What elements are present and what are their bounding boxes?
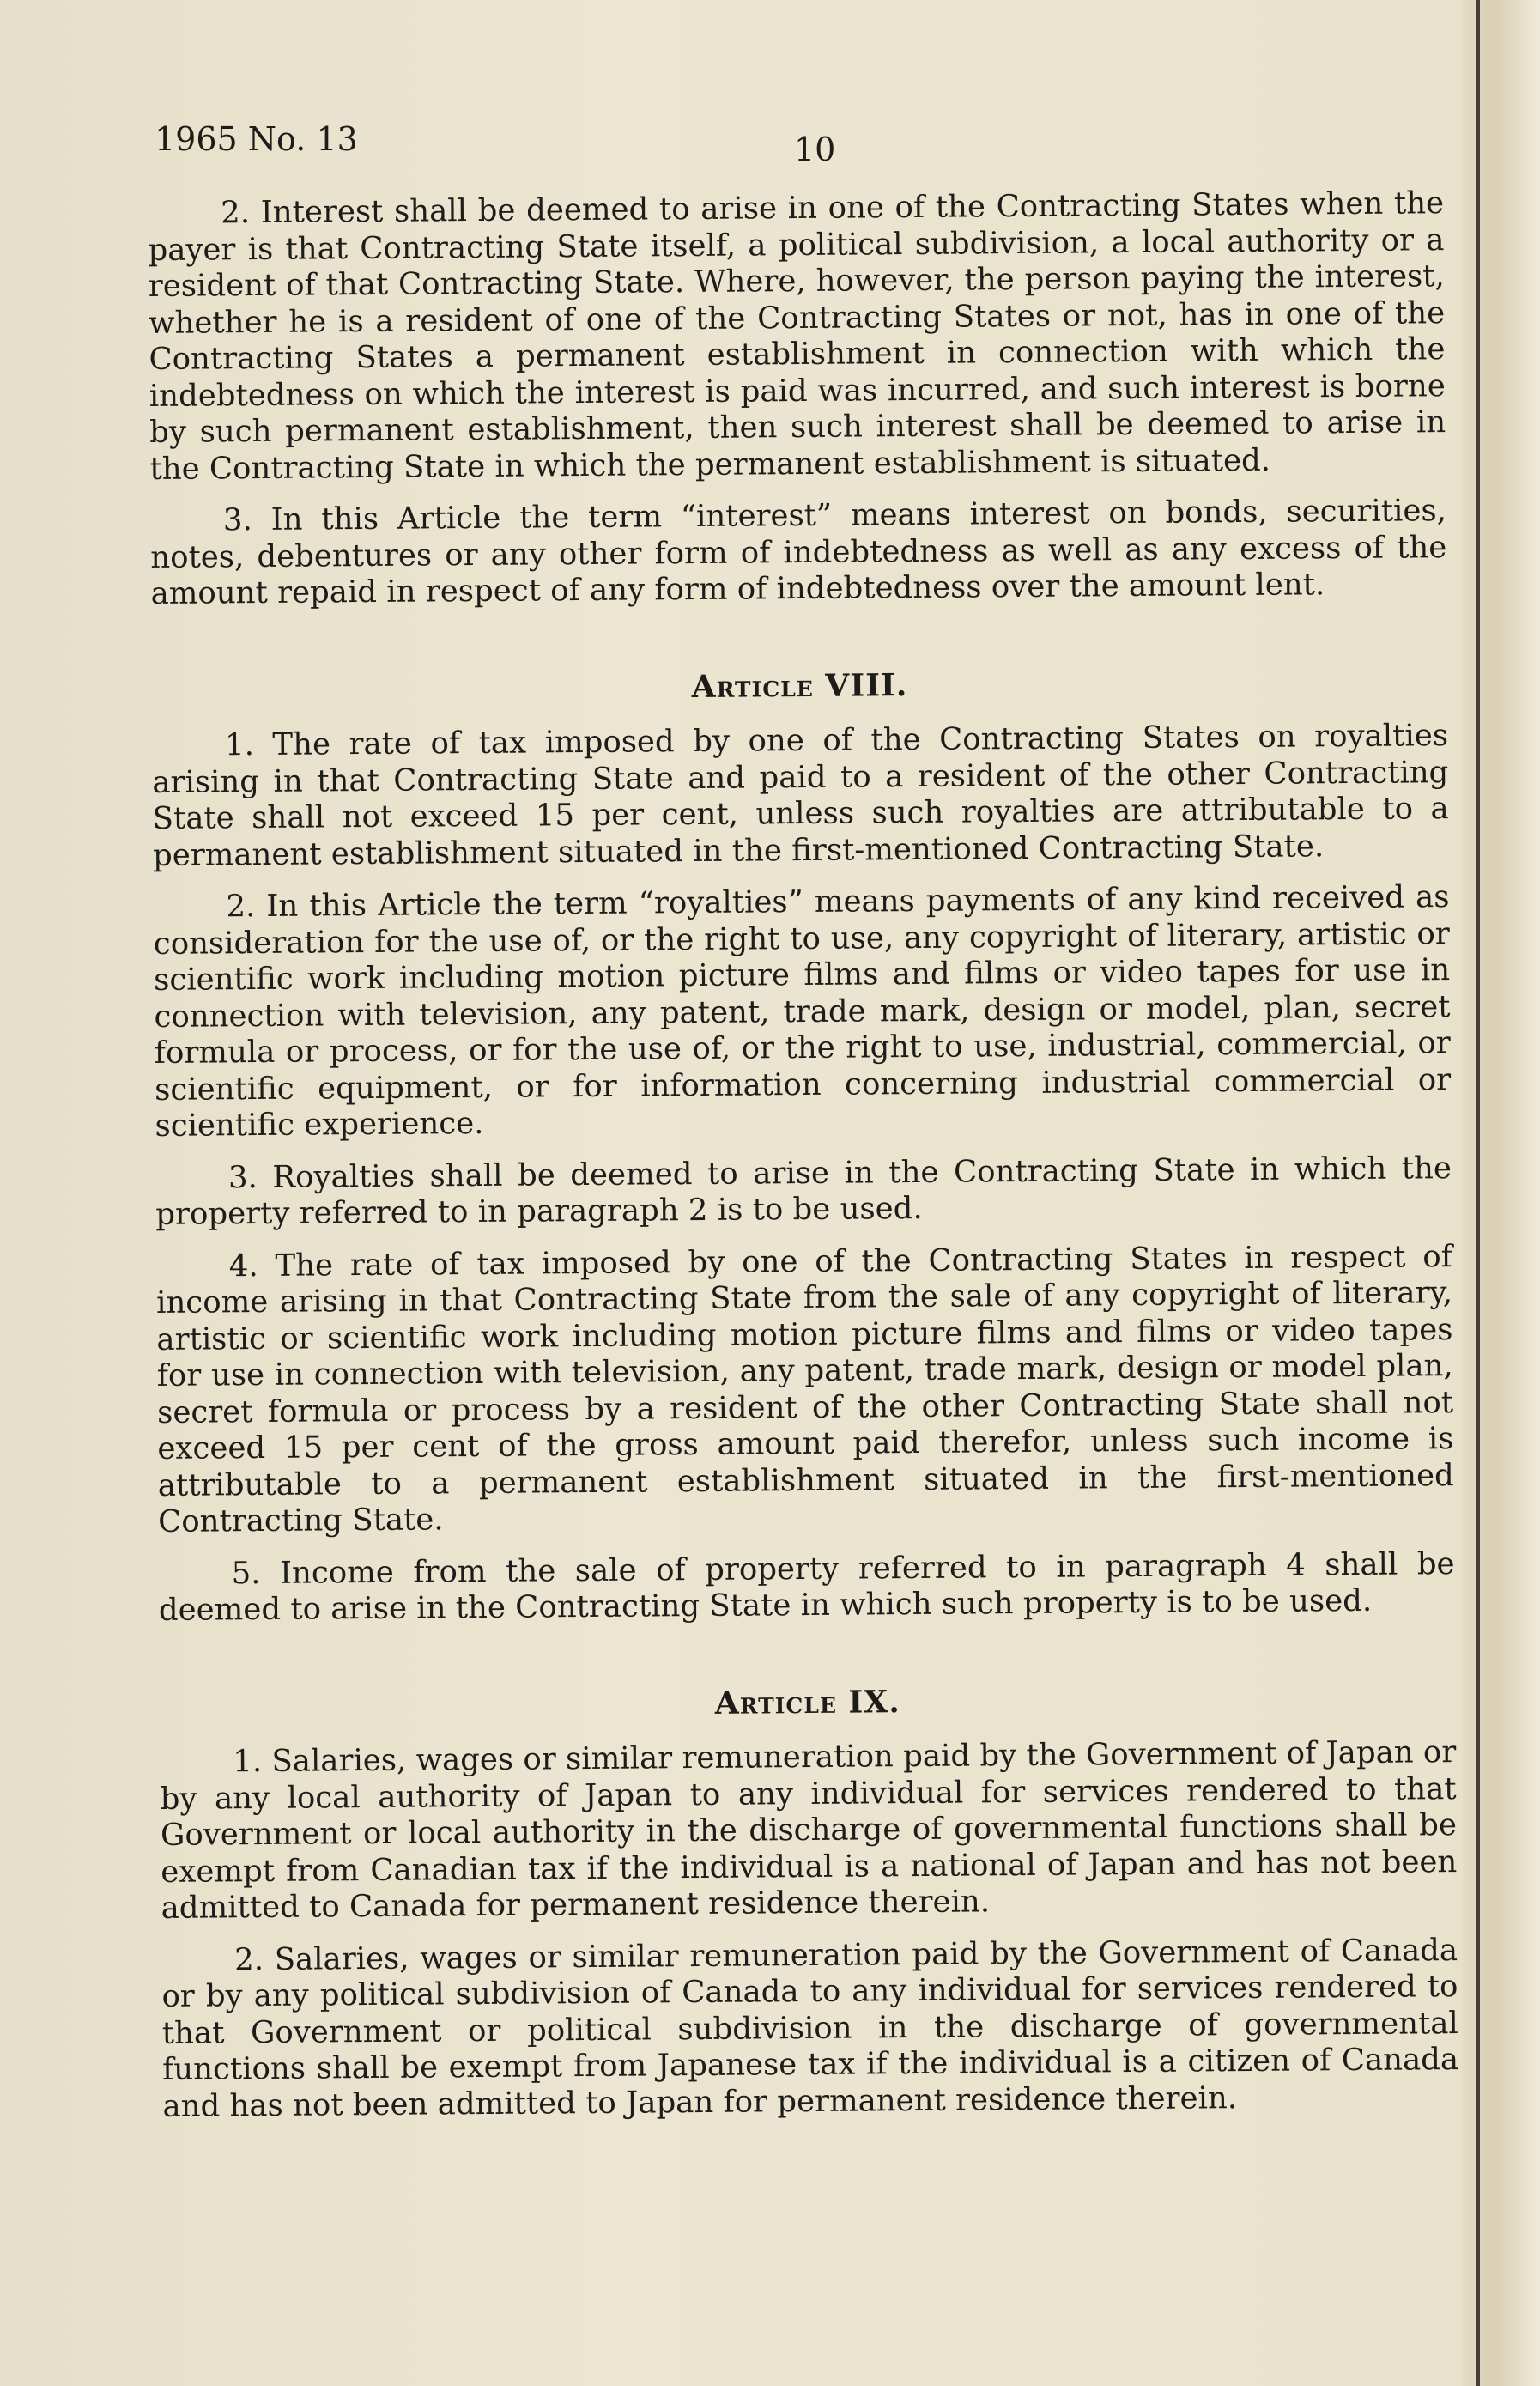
article-heading: Article VIII.: [691, 666, 908, 705]
paragraph: 2. In this Article the term “royalties” means payments of any kind received as consideration for the use of, or the right to use, any copyright of literary, artistic or scientific work including motion picture films and films or video tapes for use in connection with television, any patent, trade mark, design or model, plan, secret formula or process, or for the use of, or the right to use, industrial, commercial, or scientific equipment, or for information concerning industrial commercial or scientific experience.: [153, 879, 1452, 1144]
document-body: [148, 185, 1459, 2140]
document-number: 1965 No. 13: [155, 120, 358, 158]
article-heading: Article IX.: [714, 1683, 900, 1721]
adjacent-page-edge: [1463, 0, 1540, 2386]
paragraph: 3. Royalties shall be deemed to arise in the Contracting State in which the property referred to in paragraph 2 is to be used.: [155, 1150, 1452, 1232]
paragraph: 5. Income from the sale of property referred to in paragraph 4 shall be deemed to arise in the Contracting State in which such property is to be used.: [158, 1545, 1455, 1628]
paragraph: 4. The rate of tax imposed by one of the Contracting States in respect of income arising in that Contracting State from the sale of any copyright of literary, artistic or scientific work including motion picture films and films or video tapes for use in connection with television, any patent, trade mark, design or model plan, secret formula or process by a resident of the other Contracting State shall not exceed 15 per cent of the gross amount paid therefor, unless such income is attributable to a permanent establishment situated in the first-mentioned Contracting State.: [155, 1238, 1454, 1539]
page-binding-line: [1476, 0, 1480, 2386]
page-number: 10: [794, 131, 836, 168]
paragraph: 2. Salaries, wages or similar remuneration paid by the Government of Canada or by any political subdivision of Canada to any individual for services rendered to that Government or political subdivision in the discharge of governmental functions shall be exempt from Japanese tax if the individual is a citizen of Canada and has not been admitted to Japan for permanent residence therein.: [161, 1932, 1459, 2124]
paragraph: 2. Interest shall be deemed to arise in one of the Contracting States when the payer is that Contracting State itself, a political subdivision, a local authority or a resident of that Contracting State. Where, however, the person paying the interest, whether he is a resident of one of the Contracting States or not, has in one of the Contracting States a permanent establishment in connection with which the indebtedness on which the interest is paid was incurred, and such interest is borne by such permanent establishment, then such interest shall be deemed to arise in the Contracting State in which the permanent establishment is situated.: [148, 185, 1446, 487]
paragraph: 3. In this Article the term “interest” means interest on bonds, securities, notes, debentures or any other form of indebtedness as well as any excess of the amount repaid in respect of any form of indebtedness over the amount lent.: [150, 493, 1447, 611]
paragraph: 1. Salaries, wages or similar remuneration paid by the Government of Japan or by any local authority of Japan to any individual for services rendered to that Government or local authority in the discharge of governmental functions shall be exempt from Canadian tax if the individual is a national of Japan and has not been admitted to Canada for permanent residence therein.: [160, 1734, 1458, 1926]
paragraph: 1. The rate of tax imposed by one of the Contracting States on royalties arising in that Contracting State and paid to a resident of the other Contracting State shall not exceed 15 per cent, unless such royalties are attributable to a permanent establishment situated in the first-mentioned Contracting State.: [152, 718, 1449, 873]
